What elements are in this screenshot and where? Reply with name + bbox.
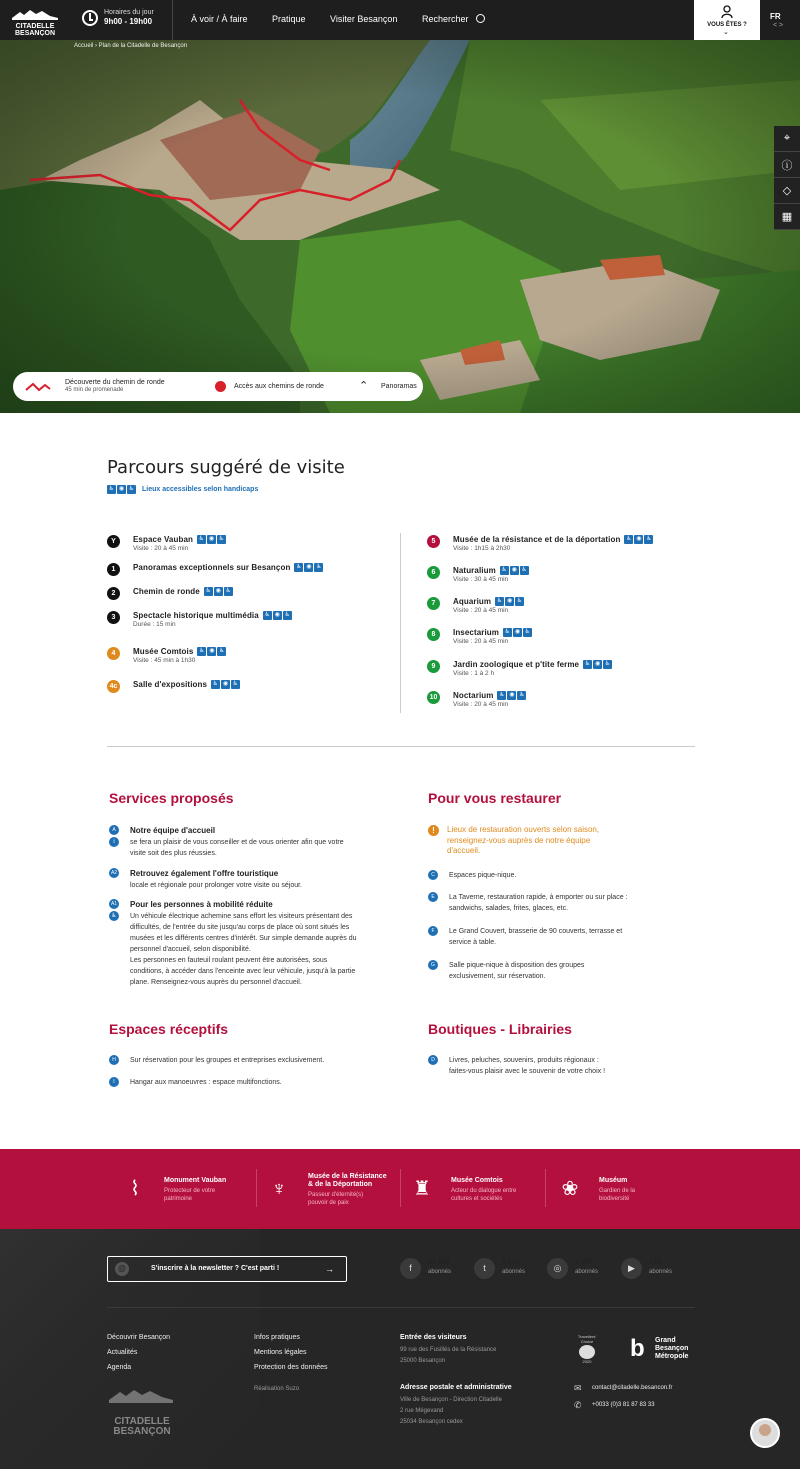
wheelchair-icon: ♿ [109,911,119,921]
service-line: conditions, à accéder dans l'enceinte avec leur véhicule, jusqu'à la partie [130,968,356,975]
parcours-item-name [453,566,529,575]
service-line: musées et les différents centres d'intérêt. Sur simple demande auprès du [130,935,357,942]
band-sub: Acteur du dialogue entre [451,1188,517,1194]
service-text [449,870,516,881]
parcours-item-duration: Visite : 1h15 à 2h30 [453,545,511,552]
service-text [130,899,357,988]
parcours-item-duration: Visite : 20 à 45 min [453,638,509,645]
service-code-icon: A1 [110,901,118,907]
parcours-number-badge: 1 [107,563,120,576]
social-twitter[interactable] [474,1258,544,1280]
parcours-item-label: Naturalium [453,566,496,575]
parcours-item-name [133,611,292,620]
hours-value: 9h00 - 19h00 [104,17,153,26]
service-code-icon: I [109,1077,119,1087]
service-line: service à table. [449,939,497,946]
service-line: personnel d'accueil, selon disponibilité. [130,946,251,953]
header [0,0,800,40]
accessibility-icons [583,660,612,669]
accessibility-note [107,485,258,494]
band-sub: Passeur d'éternité(s) [308,1192,364,1198]
service-code-icon: C [428,870,438,880]
handicap-icon: ♿ [646,536,652,543]
handicap-icon: ◉ [506,598,513,605]
social-label: abonnés [575,1269,599,1275]
footer-link[interactable]: Protection des données [254,1364,328,1371]
service-line: difficultés, de l'entrée du site jusqu'au corps de place où sont situés les [130,924,350,931]
handicap-icon: ♿ [516,598,523,605]
service-text [449,926,622,948]
service-title: Notre équipe d'accueil [130,826,216,835]
footer-link[interactable]: Actualités [107,1349,138,1356]
band-title: & de la Déportation [308,1181,373,1188]
handicap-icon: ◉ [215,588,222,595]
boutiques-title: Boutiques - Librairies [428,1021,572,1037]
parcours-item-name [133,535,226,544]
social-label: abonnés [502,1269,526,1275]
clock-icon [82,10,98,26]
parcours-item[interactable] [107,563,387,585]
service-line: locale et régionale pour prolonger votre visite ou séjour. [130,882,302,889]
parcours-item-name [453,597,524,606]
language-selector[interactable]: FR [770,12,781,21]
social-label: abonnés [649,1269,673,1275]
tripadvisor-badge [574,1334,600,1364]
handicap-icon: ♿ [524,629,531,636]
service-text [449,892,627,914]
parcours-item-label: Noctarium [453,691,494,700]
who-are-you-button[interactable] [694,0,760,40]
warning-line-1: Lieux de restauration ouverts selon saison, [447,825,600,834]
vauban-icon: ⌇ [130,1178,140,1200]
svg-text:BESANÇON: BESANÇON [14,30,56,36]
parcours-item-duration: Visite : 30 à 45 min [453,576,509,583]
service-line: se fera un plaisir de vous conseiller et de vous orienter afin que votre [130,839,344,846]
parcours-item[interactable] [427,535,707,557]
avatar [759,1424,771,1436]
parcours-item-label: Musée Comtois [133,647,194,656]
accessibility-icons [263,611,292,620]
parcours-number-badge: 6 [427,566,440,579]
access-icon [215,381,226,392]
mail-icon: ✉ [574,1383,582,1393]
parcours-item[interactable] [427,628,707,650]
nav-a-voir[interactable]: À voir / À faire [191,14,248,24]
parcours-item[interactable] [107,680,387,702]
service-title: Retrouvez également l'offre touristique [130,869,279,878]
service-line: Livres, peluches, souvenirs, produits régionaux : [449,1057,599,1064]
column-divider [400,533,401,713]
band-sub: Protecteur de votre [164,1188,216,1194]
handicap-icon: ♿ [521,567,528,574]
parcours-item-name [453,535,653,544]
parcours-item-name [133,587,233,596]
handicap-icon: ♿ [504,629,511,636]
legend-panoramas: Panoramas [381,383,417,390]
handicap-icon: ◉ [306,564,312,571]
parcours-item-label: Espace Vauban [133,535,193,544]
band-sub: Gardien de la [599,1188,636,1194]
parcours-item-duration: Visite : 20 à 45 min [133,545,189,552]
social-instagram[interactable] [547,1258,617,1280]
parcours-number-badge: Y [107,535,120,548]
service-text [130,825,344,859]
postal-line: 25034 Besançon cedex [400,1419,463,1425]
service-code-icon: A [109,825,119,835]
metropole-line: Grand [655,1337,676,1344]
parcours-item[interactable] [107,647,387,669]
legend-chemin-sub: 45 min de promenade [65,387,124,393]
footer-link[interactable]: Découvrir Besançon [107,1334,171,1341]
nav-visiter[interactable]: Visiter Besançon [330,14,398,24]
ta-label: 2020 [582,1359,592,1364]
parcours-item-duration: Visite : 20 à 45 min [453,607,509,614]
band-divider [256,1169,257,1207]
entry-line: 25000 Besançon [400,1358,446,1364]
handicap-icon: ♿ [316,564,322,571]
service-text [130,868,302,891]
panorama-icon: ⌃ [359,380,369,392]
parcours-item-label: Jardin zoologique et p'tite ferme [453,660,580,669]
footer-logo-text: CITADELLE BESANÇON [113,1416,171,1437]
band-title: Monument Vauban [164,1177,227,1184]
warning-icon: ! [428,825,439,836]
handicap-icon: ♿ [604,661,611,668]
parcours-item-label: Chemin de ronde [133,587,200,596]
social-youtube[interactable] [621,1258,691,1280]
instagram-icon: ◎ [547,1258,568,1279]
parcours-item[interactable] [427,597,707,619]
search-icon[interactable] [476,14,485,23]
service-code-icon: A2 [110,870,118,876]
museums-band [0,1149,800,1229]
service-line: Les personnes en fauteuil roulant peuvent être autorisées, sous [130,957,328,964]
grand-besancon-logo-icon: b [630,1335,645,1362]
service-text [449,960,584,982]
handicap-icon: ♿ [205,588,212,595]
opening-hours[interactable] [82,9,154,27]
social-facebook[interactable] [400,1258,470,1280]
service-line: Le Grand Couvert, brasserie de 90 couverts, terrasse et [449,928,623,935]
parcours-number-badge: 10 [427,691,440,704]
parcours-item-name [453,691,526,700]
calendar-icon[interactable]: ▦ [774,204,800,230]
owl-icon [579,1345,595,1359]
handicap-icon: ♿ [284,612,291,619]
service-line: sandwichs, salades, frites, glaces, etc. [449,905,569,912]
band-divider [400,1169,401,1207]
accessibility-label: Lieux accessibles selon handicaps [142,486,259,493]
at-icon: @ [115,1262,129,1276]
parcours-item-duration: Durée : 15 min [133,621,176,628]
parcours-item-name [133,563,323,572]
handicap-icon: ♿ [219,648,225,655]
aerial-photo [0,40,800,413]
parcours-item-name [133,680,240,689]
handicap-icon: ♿ [198,536,205,543]
phone-icon: ✆ [574,1400,582,1410]
accessibility-icons [497,691,526,700]
handicap-icon: ♿ [264,612,271,619]
handicap-icon: ♿ [225,588,232,595]
band-title: Muséum [599,1177,628,1184]
parcours-item-label: Insectarium [453,628,500,637]
paw-icon: ❀ [561,1178,579,1200]
band-sub: patrimoine [164,1196,193,1202]
parcours-item-duration: Visite : 1 à 2 h [453,670,495,677]
band-title: Musée de la Résistance [308,1173,387,1180]
svg-text:CITADELLE: CITADELLE [15,23,55,30]
ta-label: Travellers' [577,1334,597,1339]
footer-divider [107,1307,695,1308]
service-title: Pour les personnes à mobilité réduite [130,900,273,909]
parcours-item[interactable] [107,587,387,609]
warning-line-3: d'accueil. [447,846,481,855]
footer-link[interactable]: Mentions légales [254,1349,307,1356]
parcours-item-label: Spectacle historique multimédia [133,611,259,620]
band-divider [545,1169,546,1207]
handicap-icon: ♿ [519,692,525,699]
handicap-icon: ♿ [212,681,219,688]
torch-icon: ♆ [271,1178,287,1200]
handicap-icon: ♿ [501,567,508,574]
nav-rechercher[interactable]: Rechercher [422,14,469,24]
postal-title: Adresse postale et administrative [400,1384,512,1391]
entry-title: Entrée des visiteurs [400,1334,467,1341]
accessibility-icons: ♿ ◉ ♿ [108,486,135,492]
warning-line-2: renseignez-vous auprès de notre équipe [447,835,591,845]
twitter-icon: t [474,1258,495,1279]
site-logo[interactable] [10,6,60,36]
handicap-icon: ♿ [499,692,505,699]
handicap-icon: ♿ [218,536,225,543]
service-code-icon: G [428,960,438,970]
handicap-icon: ◉ [636,536,642,543]
service-code-icon: D [428,1055,438,1065]
service-text [130,1077,282,1088]
facebook-icon: f [400,1258,421,1279]
parcours-item[interactable] [427,691,707,713]
social-label: abonnés [428,1269,452,1275]
parcours-number-badge: 3 [107,611,120,624]
parcours-item-label: Musée de la résistance et de la déportation [453,535,621,544]
parcours-item[interactable] [107,535,387,557]
service-text [130,1055,324,1066]
arrow-right-icon: → [325,1264,334,1274]
service-text [449,1055,605,1077]
legend-chemin-title: Découverte du chemin de ronde [65,379,165,386]
handicap-icon: ◉ [222,681,229,688]
parcours-number-badge: 9 [427,660,440,673]
service-line: Un véhicule électrique achemine sans effort les visiteurs présentant des [130,913,353,920]
service-line: plane. Renseignez-vous auprès du personnel d'accueil. [130,979,302,986]
parcours-item[interactable] [427,566,707,588]
service-code-icon: E [428,892,438,902]
handicap-icon: ◉ [209,648,215,655]
citadel-aerial-map [0,40,800,413]
handicap-icon: ♿ [626,536,632,543]
social-count: 3 366 [575,1259,593,1266]
handicap-icon: ♿ [296,564,302,571]
handicap-icon: ◉ [514,629,521,636]
footer-link[interactable]: Agenda [107,1364,132,1371]
map-side-toolbar [774,126,800,230]
info-icon: i [109,837,119,847]
legend-access: Accès aux chemins de ronde [234,383,324,390]
accessibility-icons [624,535,653,544]
who-label: VOUS ÊTES ? [707,22,747,28]
ta-label: Choice [580,1339,594,1344]
band-sub: biodiversité [599,1196,630,1202]
accessibility-icons [500,566,529,575]
section-divider [107,746,695,747]
newsletter-label: S'inscrire à la newsletter ? C'est parti ! [151,1265,280,1272]
service-line: visite soit des plus réussies. [130,850,217,857]
parcours-number-badge: 7 [427,597,440,610]
social-count: 143 [649,1259,661,1266]
handicap-icon: ◉ [509,692,515,699]
header-divider [172,0,173,40]
contact-phone[interactable]: +0033 (0)3 81 87 83 33 [592,1402,655,1408]
handicap-icon: ♿ [584,661,591,668]
service-code-icon: F [428,926,438,936]
metropole-line: Métropole [655,1353,689,1360]
parcours-title: Parcours suggéré de visite [107,457,345,478]
service-line: exclusivement, sur réservation. [449,973,546,980]
nav-pratique[interactable]: Pratique [272,14,306,24]
service-line: La Taverne, restauration rapide, à emporter ou sur place : [449,894,628,901]
parcours-item-name [453,660,612,669]
handicap-icon: ◉ [594,661,601,668]
handicap-icon: ♿ [496,598,503,605]
info-icon[interactable]: ⓘ [774,152,800,178]
accessibility-icons [495,597,524,606]
accessibility-icons [197,647,226,656]
parcours-item-duration: Visite : 20 à 45 min [453,701,509,708]
entry-line: 99 rue des Fusillés de la Résistance [400,1347,497,1353]
parcours-item-name [453,628,532,637]
postal-line: Ville de Besançon - Direction Citadelle [400,1397,502,1403]
contact-email[interactable]: contact@citadelle.besancon.fr [592,1385,673,1391]
chat-avatar-button[interactable] [750,1418,780,1448]
youtube-icon: ▶ [621,1258,642,1279]
social-count: 29 180 [428,1259,450,1266]
user-icon [721,5,733,19]
grand-besancon-logo [655,1337,688,1361]
parcours-item-label: Aquarium [453,597,492,606]
parcours-number-badge: 2 [107,587,120,600]
parcours-item-label: Panoramas exceptionnels sur Besançon [133,563,291,572]
chemin-de-ronde-icon [25,381,51,393]
service-line: Sur réservation pour les groupes et entreprises exclusivement. [130,1057,325,1064]
service-line: faites-vous plaisir avec le souvenir de votre choix ! [449,1068,606,1075]
footer-credit[interactable]: Réalisation Suzo [254,1386,300,1392]
handicap-icon: ♿ [199,648,205,655]
hours-label: Horaires du jour [104,9,154,16]
service-line: Hangar aux manoeuvres : espace multifonctions. [130,1079,282,1086]
breadcrumb[interactable]: Accueil › Plan de la Citadelle de Besançon [74,43,188,49]
map-legend [13,372,423,401]
service-code-icon: H [109,1055,119,1065]
parcours-item-name [133,647,226,656]
parcours-item[interactable] [107,611,387,633]
footer-link[interactable]: Infos pratiques [254,1334,300,1341]
newsletter-button[interactable] [107,1256,347,1282]
parcours-number-badge: 4 [107,647,120,660]
parcours-number-badge: 5 [427,535,440,548]
social-count: 2 603 [502,1259,520,1266]
accessibility-icons [294,563,323,572]
chevron-down-icon: ⌄ [723,29,729,36]
comtois-clock-icon: ♜ [413,1178,431,1200]
band-sub: cultures et sociétés [451,1196,503,1202]
services-title: Services proposés [109,790,234,806]
parcours-number-badge: 8 [427,628,440,641]
parcours-item[interactable] [427,660,707,682]
handicap-icon: ◉ [208,536,215,543]
accessibility-icons [197,535,226,544]
handicap-icon: ♿ [232,681,239,688]
parcours-number-badge: 4c [107,680,120,693]
service-line: Espaces pique-nique. [449,872,517,879]
language-arrows[interactable]: < > [773,22,784,29]
band-title: Musée Comtois [451,1177,503,1184]
handicap-icon: ◉ [274,612,280,619]
handicap-icon: ◉ [511,567,517,574]
receptifs-title: Espaces réceptifs [109,1021,229,1037]
postal-line: 2 rue Mégevand [400,1408,444,1414]
service-line: Salle pique-nique à disposition des groupes [449,962,585,969]
metropole-line: Besançon [655,1345,689,1352]
accessibility-icons [211,680,240,689]
band-sub: pouvoir de paix [308,1200,349,1206]
ticket-icon[interactable]: ◇ [774,178,800,204]
location-icon[interactable]: ⌖ [774,126,800,152]
parcours-item-duration: Visite : 45 min à 1h30 [133,657,196,664]
parcours-item-label: Salle d'expositions [133,680,208,689]
accessibility-icons [204,587,233,596]
restaurer-title: Pour vous restaurer [428,790,562,806]
accessibility-icons [503,628,532,637]
